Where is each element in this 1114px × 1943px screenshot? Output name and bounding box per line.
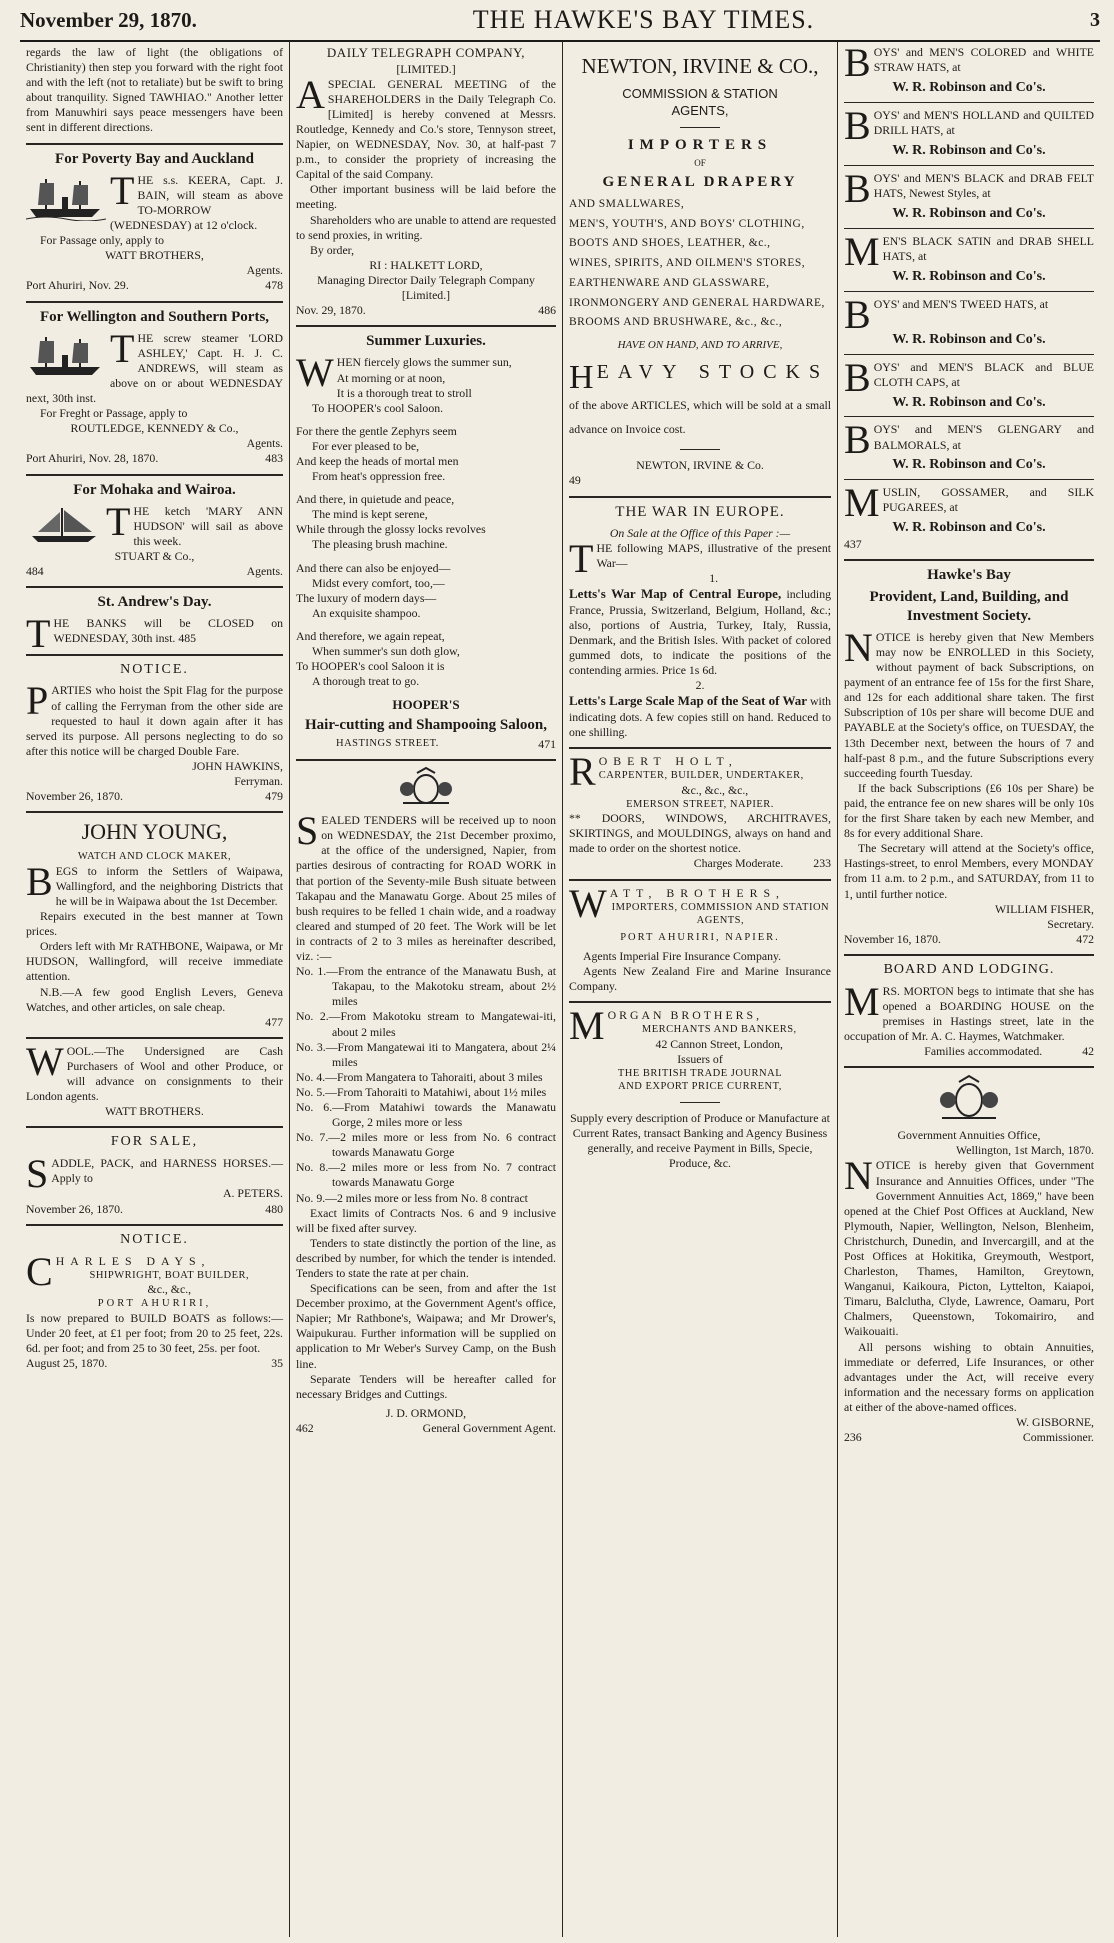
robinson-signature: W. R. Robinson and Co's. [892, 142, 1046, 158]
ad-heading: NEWTON, IRVINE & CO., [581, 54, 819, 78]
drop-cap: W [296, 350, 334, 396]
masthead [20, 0, 1100, 42]
hat-ad [844, 417, 1094, 474]
hat-ad-body: OYS' and MEN'S GLENGARY and BALMORALS, at [873, 422, 1094, 452]
tender-contract-item: No. 2.—From Makotoku stream to Mangatewai-iti, about 2 miles [296, 1009, 556, 1039]
column-4: BOYS' and MEN'S COLORED and WHITE STRAW HATS, at W. R. Robinson and Co's. BOYS' and MEN'S HOLLAND and QUILTED DRILL HATS, at W. R. Robinson and Co's. BOYS' and MEN'S BLACK and DRAB FELT HATS, Newest Styles, at W. R. Robinson and Co's. MEN'S BLACK SATIN and DRAB SHELL HATS, at W. R. Robinson and Co's. BOYS' and MEN'S TWEED HATS, at W. R. Robinson and Co's. BOYS' and MEN'S BLACK and BLUE CLOTH CAPS, at W. R. Robinson and Co's. BOYS' and MEN'S GLENGARY and BALMORALS, at W. R. Robinson and Co's. MUSLIN, GOSSAMER, and SILK PUGAREES, at W. R. Robinson and Co's. 437 Hawke's Bay Provident, Land, Building, and Investment Society. NOTICE is hereby given that New Members may now be ENROLLED in this Society, without payment of back Subscriptions, on payment of an entrance fee of 15s for the first Share, and 12s for each additional share taken. The first Subscription of 10s per share will become DUE and PAYABLE at the Society's office, on TUESDAY, the 13th December next, between the hours of 7 and half-past 8 p.m., and the future Subscriptions every succeeding fourth Tuesday. If the back Subscriptions (£6 10s per Share) be paid, the entrance fee on new shares will be only 10s for the first Share taken by each new Member, and 8s for every additional Share. The Secretary will attend at the Society's office, Hastings-street, to enrol Members, every MONDAY from 11 a.m. to 2 p.m., and SATURDAY, from 11 to 1, until further notice. WILLIAM FISHER, Secretary. November 16, 1870. 472 BOARD AND LODGING. MRS. MORTON begs to intimate that she has opened a BOARDING HOUSE on the premises in Hastings street, late in the occupation of Mr. A. C. Haymes, Watchmaker. Families accommodated. 42 Government Annuities Office, Wellington, 1st March, 1870. NOTICE is hereby given that Government Insurance and Annuities Offices, under "The Government Annuities Act, 1869," have been opened at the Chief Post Offices at Auckland, New Plymouth, Napier, Wellington, Nelson, Blenheim, Christchurch, Dunedin, and Invercargill, and at the Post Offices at Hokitika, Greymouth, Westport, Charleston, Thames, Hamilton, Greytown, Wanganui, Kaikoura, Picton, Lyttelton, Kaiapoi, Timaru, Balclutha, Clyde, Lawrence, Oamaru, Port Chalmers, Queenstown, Tokomairiro, and Waikouaiti. All persons wishing to obtain Annuities, immediate or deferred, Life Insurances, or other advantages under the Act, will receive every information and the necessary forms on application at either of the above-named offices. W. GISBORNE, 236 Commissioner. [844, 42, 1094, 1445]
verse-line: HEN fiercely glows the summer sun, [336, 355, 512, 370]
column-1 [20, 42, 290, 1937]
verse-line: The mind is kept serene, [312, 507, 428, 522]
verse-line: To HOOPER's cool Saloon it is [296, 659, 445, 674]
tender-contract-item: No. 8.—2 miles more or less from No. 7 contract towards Manawatu Gorge [296, 1160, 556, 1190]
royal-coat-of-arms-icon [934, 1074, 1004, 1122]
ad-heading: BOARD AND LODGING. [883, 961, 1055, 977]
tender-contract-item: No. 3.—From Mangatewai iti to Mangatera, about 2¼ miles [296, 1039, 556, 1069]
ad-heading: For Poverty Bay and Auckland [55, 150, 254, 167]
verse-line: And keep the heads of mortal men [296, 453, 459, 468]
verse-line: For ever pleased to be, [312, 438, 420, 453]
hat-ad-text [844, 354, 1094, 400]
ad-sealed-tenders: SEALED TENDERS will be received up to noon on WEDNESDAY, the 21st December proximo, at the office of the undersigned, Napier, from parties desirous of contracting for ROAD WORK in that portion of the Seventy-mile Bush situate between Takapau and the Manawatu Gorge. About 25 miles of bush requires to be felled 1 chain wide, and a roadway cleared and stumped of 20 feet. The Work will be let in contracts of 2 to 3 miles as hereinafter described, viz. :— No. 1.—From the entrance of the Manawatu Bush, at Takapau, to the Makotoku stream, about 2½ miles No. 2.—From Makotoku stream to Mangatewai-iti, about 2 miles No. 3.—From Mangatewai iti to Mangatera, about 2¼ miles No. 4.—From Mangatera to Tahoraiti, about 3 miles No. 5.—From Tahoraiti to Matahiwi, about 1½ miles No. 6.—From Matahiwi towards the Manawatu Gorge, 2 miles more or less No. 7.—2 miles more or less from No. 6 contract towards Manawatu Gorge No. 8.—2 miles more or less from No. 7 contract towards Manawatu Gorge No. 9.—2 miles more or less from No. 8 contract Exact limits of Contracts Nos. 6 and 9 inclusive will be fixed after survey. Tenders to state distinctly the portion of the line, as described by number, for which the tender is intended. Tenders to state the rate at per chain. Specifications can be seen, from and after the 1st December proximo, at the Government Agent's office, Napier; Mr Rathbone's, Waipawa; and Mr Drower's, Waipukurau. Further information will be supplied on application to Mr Weber's Survey Camp, on the Bush line. Separate Tenders will be hereafter called for necessary Bridges and Cuttings. J. D. ORMOND, 462 General Government Agent. [296, 767, 556, 1436]
ad-heading: JOHN YOUNG, [81, 819, 228, 845]
verse-line: At morning or at noon, [336, 370, 446, 385]
verse-line: The luxury of modern days— [296, 590, 437, 605]
ad-poverty-bay: For Poverty Bay and Auckland THE s.s. KEERA, Capt. J. BAIN, will steam as above TO-MORROW (WEDNESDAY) at 12 o'clock. For Passage only, apply to WATT BROTHERS, Agents. Port Ahuriri, Nov. 29. 478 [26, 150, 283, 293]
verse-line: And therefore, we again repeat, [296, 628, 445, 643]
ad-summer-luxuries: Summer Luxuries. WHEN fiercely glows the summer sun, At morning or at noon, It is a thorough treat to stroll To HOOPER's cool Saloon. For there the gentle Zephyrs seem For ever pleased to be, And keep the heads of mortal men From heat's oppression free. And there, in quietude and peace, The mind is kept serene, While through the glossy locks revolves The pleasing brush machine. And there can also be enjoyed— Midst every comfort, too,— The luxury of modern days— An exquisite shampoo. And therefore, we again repeat, When summer's sun doth glow, To HOOPER's cool Saloon it is A thorough treat to go. HOOPER'S Hair-cutting and Shampooing Saloon, HASTINGS STREET. 471 [296, 333, 556, 752]
column-3 [563, 42, 838, 1937]
ad-watt-brothers: WATT, BROTHERS, IMPORTERS, COMMISSION AND STATION AGENTS, PORT AHURIRI, NAPIER. Agents Imperial Fire Insurance Company. Agents New Zealand Fire and Marine Insurance Company. [569, 880, 831, 994]
robinson-signature: W. R. Robinson and Co's. [892, 394, 1046, 410]
ad-government-annuities: Government Annuities Office, Wellington, 1st March, 1870. NOTICE is hereby given that Government Insurance and Annuities Offices, under "The Government Annuities Act, 1869," have been opened at the Chief Post Offices at Auckland, New Plymouth, Napier, Wellington, Nelson, Blenheim, Christchurch, Dunedin, and Invercargill, and at the Post Offices at Hokitika, Greymouth, Westport, Charleston, Thames, Hamilton, Greytown, Wanganui, Kaikoura, Picton, Lyttelton, Kaiapoi, Timaru, Balclutha, Clyde, Lawrence, Oamaru, Port Chalmers, Queenstown, Tokomairiro, and Waikouaiti. All persons wishing to obtain Annuities, immediate or deferred, Life Insurances, or other advantages under the Act, will receive every information and the necessary forms on application at either of the above-named offices. W. GISBORNE, 236 Commissioner. [844, 1074, 1094, 1445]
page-number: 3 [1089, 8, 1100, 31]
verse-line: The pleasing brush machine. [312, 537, 448, 552]
hat-ad [844, 291, 1094, 349]
ad-heading: DAILY TELEGRAPH COMPANY, [326, 45, 526, 60]
robinson-signature: W. R. Robinson and Co's. [892, 520, 1046, 536]
robinson-signature: W. R. Robinson and Co's. [892, 205, 1046, 221]
goods-list-item: BROOMS AND BRUSHWARE, &c., &c., [569, 316, 783, 329]
robinson-signature: W. R. Robinson and Co's. [892, 268, 1046, 284]
ad-wool: WOOL.—The Undersigned are Cash Purchasers of Wool and other Produce, or will advance on consignments to their London agents. WATT BROTHERS. [26, 1038, 283, 1119]
verse-stanza [296, 350, 556, 415]
drop-cap: B [844, 102, 871, 148]
ad-board-lodging: BOARD AND LODGING. MRS. MORTON begs to intimate that she has opened a BOARDING HOUSE on the premises in Hastings street, late in the occupation of Mr. A. C. Haymes, Watchmaker. Families accommodated. 42 [844, 961, 1094, 1059]
ad-heading: FOR SALE, [110, 1134, 199, 1150]
newspaper-title: THE HAWKE'S BAY TIMES. [472, 5, 815, 34]
verse-stanza [296, 424, 556, 484]
verse-line: While through the glossy locks revolves [296, 522, 486, 537]
ad-newton-irvine: NEWTON, IRVINE & CO., COMMISSION & STATION AGENTS, IMPORTERS OF GENERAL DRAPERY AND SMALLWARES, MEN'S, YOUTH'S, AND BOYS' CLOTHING, BOOTS AND SHOES, LEATHER, &c., WINES, SPIRITS, AND OILMEN'S STORES, EARTHENWARE AND GLASSWARE, IRONMONGERY AND GENERAL HARDWARE, BROOMS AND BRUSHWARE, &c., &c., HAVE ON HAND, AND TO ARRIVE, HEAVY STOCKS of the above ARTICLES, which will be sold at a small advance on Invoice cost. NEWTON, IRVINE & Co. 49 [569, 54, 831, 488]
hat-ad [844, 480, 1094, 537]
steamship-icon [26, 175, 106, 221]
tender-contract-item: No. 6.—From Matahiwi towards the Manawatu Gorge, 2 miles more or less [296, 1099, 556, 1130]
steamship-icon [26, 333, 106, 379]
verse-line: To HOOPER's cool Saloon. [312, 400, 444, 415]
drop-cap: M [844, 228, 880, 274]
tender-contract-item: No. 9.—2 miles more or less from No. 8 contract [296, 1190, 528, 1205]
drop-cap: B [844, 42, 871, 85]
hat-ad [844, 42, 1094, 97]
hat-ad [844, 228, 1094, 286]
sailing-ship-icon [26, 506, 102, 546]
ad-daily-telegraph: DAILY TELEGRAPH COMPANY, [LIMITED.] ASPECIAL GENERAL MEETING of the SHAREHOLDERS in the Daily Telegraph Co. [Limited] is hereby convened at Messrs. Routledge, Kennedy and Co.'s store, Tennyson street, Napier, on WEDNESDAY, Nov. 30, at half-past 7 p.m., to consider the propriety of increasing the Capital of the said Company. Other important business will be laid before the meeting. Shareholders who are unable to attend are requested to send proxies, in writing. By order, RI : HALKETT LORD, Managing Director Daily Telegraph Company [Limited.] Nov. 29, 1870. 486 [296, 45, 556, 318]
hat-ad-text [844, 291, 1094, 337]
verse-line: It is a thorough treat to stroll [336, 385, 472, 400]
tender-contract-item: No. 1.—From the entrance of the Manawatu Bush, at Takapau, to the Makotoku stream, about 2½ miles [296, 964, 556, 1009]
tender-contract-item: No. 7.—2 miles more or less from No. 6 contract towards Manawatu Gorge [296, 1130, 556, 1160]
ad-ferry-notice: NOTICE. PARTIES who hoist the Spit Flag for the purpose of calling the Ferryman from the other side are requested to haul it down again after it has served its purpose. All persons neglecting to do so after this notice will be charged Double Fare. JOHN HAWKINS, Ferryman. November 26, 1870. 479 [26, 661, 283, 804]
goods-list-item: AND SMALLWARES, [569, 198, 685, 211]
robinson-signature: W. R. Robinson and Co's. [892, 457, 1046, 473]
verse-line: And there can also be enjoyed— [296, 560, 451, 575]
issue-date: November 29, 1870. [20, 7, 197, 32]
ad-charles-days: NOTICE. CHARLES DAYS, SHIPWRIGHT, BOAT BUILDER, &c., &c., PORT AHURIRI, Is now prepared to BUILD BOATS as follows:—Under 20 feet, at £1 per foot; from 20 to 25 feet, 22s. 6d. per foot; and from 25 to 30 feet, 25s. per foot. August 25, 1870. 35 [26, 1231, 283, 1370]
hat-ad [844, 354, 1094, 412]
ad-hawkes-bay-society: Hawke's Bay Provident, Land, Building, and Investment Society. NOTICE is hereby given that New Members may now be ENROLLED in this Society, without payment of back Subscriptions, on payment of an entrance fee of 15s for the first Share, and 12s for each additional share taken. The first Subscription of 10s per share will become DUE and PAYABLE at the Society's office, on TUESDAY, the 13th December next, between the hours of 7 and half-past 8 p.m., and the future Subscriptions every succeeding fourth Tuesday. If the back Subscriptions (£6 10s per Share) be paid, the entrance fee on new shares will be only 10s for the first Share taken by each new Member, and 8s for every additional Share. The Secretary will attend at the Society's office, Hastings-street, to enrol Members, every MONDAY from 11 a.m. to 2 p.m., and SATURDAY, from 11 to 1, until further notice. WILLIAM FISHER, Secretary. November 16, 1870. 472 [844, 567, 1094, 946]
ad-heading: For Mohaka and Wairoa. [73, 481, 236, 498]
verse-line: From heat's oppression free. [312, 469, 446, 484]
verse-line: And there, in quietude and peace, [296, 492, 455, 507]
ad-st-andrews: St. Andrew's Day. THE BANKS will be CLOSED on WEDNESDAY, 30th inst. 485 [26, 594, 283, 657]
royal-coat-of-arms-icon [395, 767, 457, 807]
goods-list-item: EARTHENWARE AND GLASSWARE, [569, 276, 770, 289]
hat-ad-text [844, 417, 1094, 463]
goods-list-item: MEN'S, YOUTH'S, AND BOYS' CLOTHING, [569, 217, 805, 230]
hat-ad-body: OYS' and MEN'S TWEED HATS, at [873, 296, 1049, 311]
robinson-signature: W. R. Robinson and Co's. [892, 80, 1046, 95]
goods-list-item: IRONMONGERY AND GENERAL HARDWARE, [569, 296, 825, 309]
column-2 [290, 42, 563, 1937]
hat-ad-text [844, 165, 1094, 211]
hat-ad-body: OYS' and MEN'S COLORED and WHITE STRAW HATS, at [873, 45, 1094, 75]
drop-cap: M [844, 480, 880, 526]
hat-ad-body: OYS' and MEN'S BLACK and DRAB FELT HATS, Newest Styles, at [873, 170, 1094, 200]
ad-john-young: JOHN YOUNG, WATCH AND CLOCK MAKER, BEGS to inform the Settlers of Waipawa, Wallingford, and the neighboring Districts that he will be in Waipawa about the 1st December. Repairs executed in the best manner at Town prices. Orders left with Mr RATHBONE, Waipawa, or Mr HUDSON, Wallingford, will receive immediate attention. N.B.—A few good English Levers, Geneva Watches, and other articles, on sale cheap. 477 [26, 819, 283, 1029]
ad-morgan-brothers: MORGAN BROTHERS, MERCHANTS AND BANKERS, 42 Cannon Street, London, Issuers of THE BRITISH TRADE JOURNAL AND EXPORT PRICE CURRENT, Supply every description of Produce or Manufacture at Current Rates, transact Banking and Agency Business generally, and receive Payment in Bills, Specie, Produce, &c. [569, 1003, 830, 1171]
drop-cap: B [844, 354, 871, 400]
lead-paragraph: regards the law of light (the obligations of Christianity) then step you forward with the right foot and with the left (not to retaliate) but be swift to bring about tranquility. Signed TAWHIAO." Another letter from Manuwhiri says peace messengers have been sent in different directions. [26, 45, 283, 135]
goods-list-item: BOOTS AND SHOES, LEATHER, &c., [569, 237, 771, 250]
goods-list-item: WINES, SPIRITS, AND OILMEN'S STORES, [569, 257, 806, 270]
hat-ad [844, 102, 1094, 160]
verse-line: For there the gentle Zephyrs seem [296, 423, 457, 438]
hat-ad-body: EN'S BLACK SATIN and DRAB SHELL HATS, at [882, 233, 1094, 263]
verse-line: A thorough treat to go. [312, 674, 420, 689]
verse-stanza [296, 629, 556, 689]
ad-heading: Hawke's Bay [927, 567, 1011, 584]
tender-contract-item: No. 5.—From Tahoraiti to Matahiwi, about 1½ miles [296, 1084, 547, 1099]
columns [20, 42, 1100, 1937]
ad-heading: St. Andrew's Day. [97, 594, 212, 611]
ad-for-sale: FOR SALE, SADDLE, PACK, and HARNESS HORSES.—Apply to A. PETERS. November 26, 1870. 480 [26, 1134, 283, 1216]
ad-heading: Summer Luxuries. [366, 333, 486, 350]
hat-ad-body: OYS' and MEN'S BLACK and BLUE CLOTH CAPS, at [873, 359, 1094, 389]
ad-heading: NOTICE. [120, 661, 189, 677]
verse-line: Midst every comfort, too,— [312, 575, 445, 590]
ad-heading: NOTICE. [120, 1231, 189, 1247]
ad-heading: For Wellington and Southern Ports, [39, 308, 270, 325]
hat-ad-text [844, 228, 1094, 274]
drop-cap: B [844, 291, 871, 337]
hat-ad-body: OYS' and MEN'S HOLLAND and QUILTED DRILL HATS, at [873, 107, 1094, 137]
hat-ad-text [844, 102, 1094, 148]
hat-ad [844, 165, 1094, 223]
ad-wellington: For Wellington and Southern Ports, THE screw steamer 'LORD ASHLEY,' Capt. H. J. C. ANDREWS, will steam as above on or about WEDNESDAY next, 30th inst. For Freght or Passage, apply to ROUTLEDGE, KENNEDY & Co., Agents. Port Ahuriri, Nov. 28, 1870. 483 [26, 308, 283, 466]
hat-ad-body: USLIN, GOSSAMER, and SILK PUGAREES, at [882, 485, 1094, 515]
hat-ad-text [844, 480, 1094, 526]
robinson-signature: W. R. Robinson and Co's. [892, 331, 1046, 347]
verse-line: When summer's sun doth glow, [312, 644, 460, 658]
ad-war-maps: THE WAR IN EUROPE. On Sale at the Office of this Paper :— THE following MAPS, illustrative of the present War— 1. Letts's War Map of Central Europe, including France, Prussia, Switzerland, Belgium, Holland, &c.; also, portions of Austria, Turkey, Italy, Russia, Denmark, and the British Isles. With packet of colored gummed dots, to indicate the positions of the contending armies. Price 1s 6d. 2. Letts's Large Scale Map of the Seat of War with indicating dots. A few copies still on hand. Reduced to one shilling. [569, 503, 831, 739]
ad-robert-holt: ROBERT HOLT, CARPENTER, BUILDER, UNDERTAKER, &c., &c., &c., EMERSON STREET, NAPIER. ** DOORS, WINDOWS, ARCHITRAVES, SKIRTINGS, and MOULDINGS, always on hand and made to order on the shortest notice. Charges Moderate. 233 [569, 749, 831, 871]
tender-contract-item: No. 4.—From Mangatera to Tahoraiti, about 3 miles [296, 1069, 543, 1084]
drop-cap: B [844, 417, 871, 463]
hat-ad-text [844, 42, 1094, 85]
ad-heading: THE WAR IN EUROPE. [615, 503, 785, 520]
verse-stanza [296, 492, 556, 552]
verse-line: An exquisite shampoo. [312, 605, 421, 620]
drop-cap: B [844, 165, 871, 211]
verse-stanza [296, 561, 556, 621]
ad-mohaka: For Mohaka and Wairoa. THE ketch 'MARY ANN HUDSON' will sail as above this week. STUART & Co., 484 Agents. [26, 481, 283, 579]
